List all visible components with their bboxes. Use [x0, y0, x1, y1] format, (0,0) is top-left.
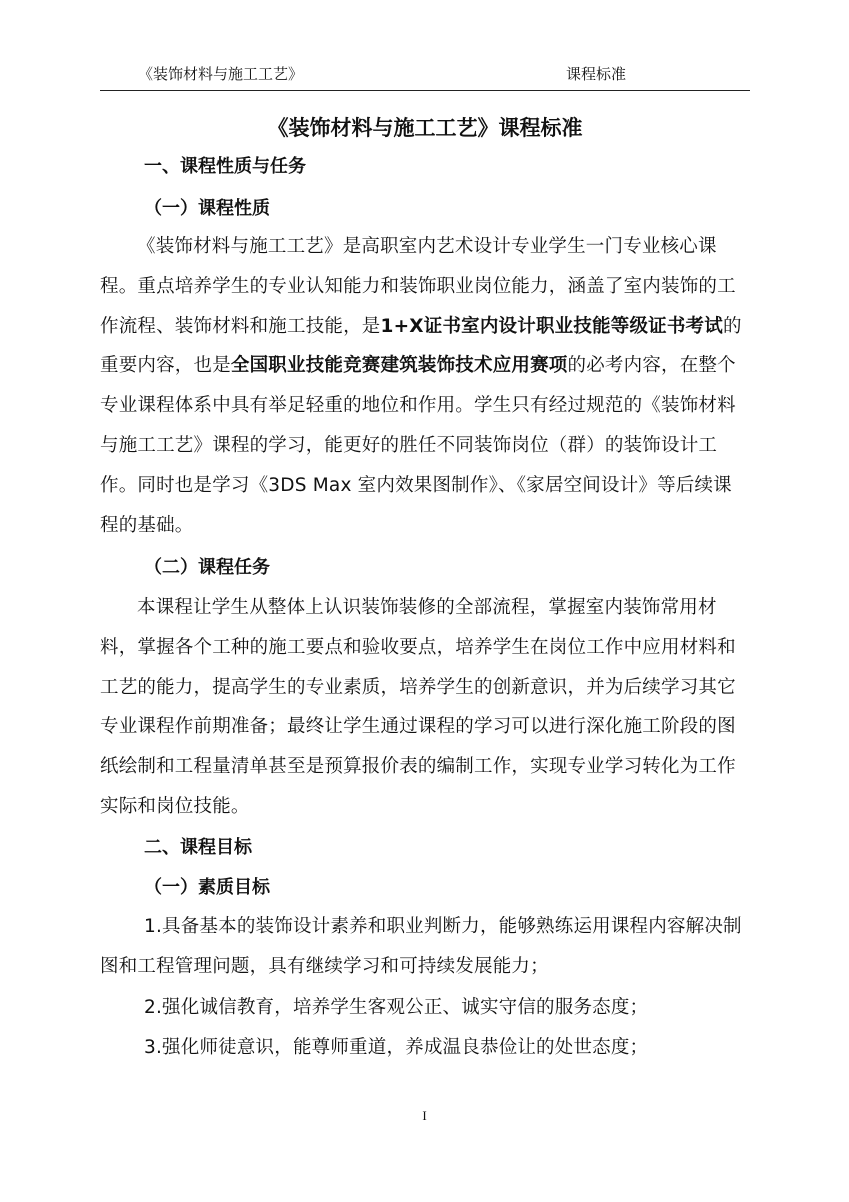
quality-goal-item-2: 2.强化诚信教育，培养学生客观公正、诚实守信的服务态度；: [144, 997, 649, 1018]
quality-goal-item-1: 1.具备基本的装饰设计素养和职业判断力，能够熟练运用课程内容解决制图和工程管理问题，具有继续学习和可持续发展能力；: [100, 916, 742, 977]
page-header: [100, 62, 750, 91]
course-nature-paragraph: [100, 227, 750, 545]
competition-emphasis: 全国职业技能竞赛建筑装饰技术应用赛项: [230, 355, 568, 377]
header-doc-type: 课程标准: [566, 65, 627, 83]
course-task-paragraph: 本课程让学生从整体上认识装饰装修的全部流程，掌握室内装饰常用材料，掌握各个工种的施工要点和验收要点，培养学生在岗位工作中应用材料和工艺的能力，提高学生的专业素质，培养学生的创新意识，并为后续学习其它专业课程作前期准备；最终让学生通过课程的学习可以进行深化施工阶段的图纸绘制和工程量清单甚至是预算报价表的编制工作，实现专业学习转化为工作实际和岗位技能。: [100, 597, 736, 817]
course-nature-text-d: 的必考内容，在整个专业课程体系中具有举足轻重的地位和作用。学生只有经过规范的《装饰材料与施工工艺》课程的学习，能更好的胜任不同装饰岗位（群）的装饰设计工作。同时也是学习《3DS Max 室内效果图制作》、《家居空间设计》等后续课程的基础。: [100, 355, 736, 536]
quality-goal-item-3: 3.强化师徒意识，能尊师重道，养成温良恭俭让的处世态度；: [144, 1037, 649, 1058]
course-nature-text-a: 《装饰材料与施工工艺》是高职室内艺术设计专业学生一门专业核心课程。重点培养学生的专业认知能力和装饰职业岗位能力，涵盖了室内装饰的工作流程、装饰材料和施工技能，是: [100, 236, 736, 337]
section-1-1-heading: （一）课程性质: [144, 198, 270, 219]
section-1-heading: 一、课程性质与任务: [144, 156, 306, 177]
section-1-2-heading: （二）课程任务: [144, 557, 270, 578]
certificate-emphasis: 1+X证书室内设计职业技能等级证书考试: [380, 315, 723, 337]
document-title: 《装饰材料与施工工艺》课程标准: [267, 116, 583, 140]
course-nature-text-c: 的重要内容，也是: [100, 315, 742, 377]
section-2-1-heading: （一）素质目标: [144, 877, 270, 898]
page-number: I: [422, 1108, 427, 1123]
header-course-name: 《装饰材料与施工工艺》: [138, 65, 304, 83]
section-2-heading: 二、课程目标: [144, 837, 252, 858]
